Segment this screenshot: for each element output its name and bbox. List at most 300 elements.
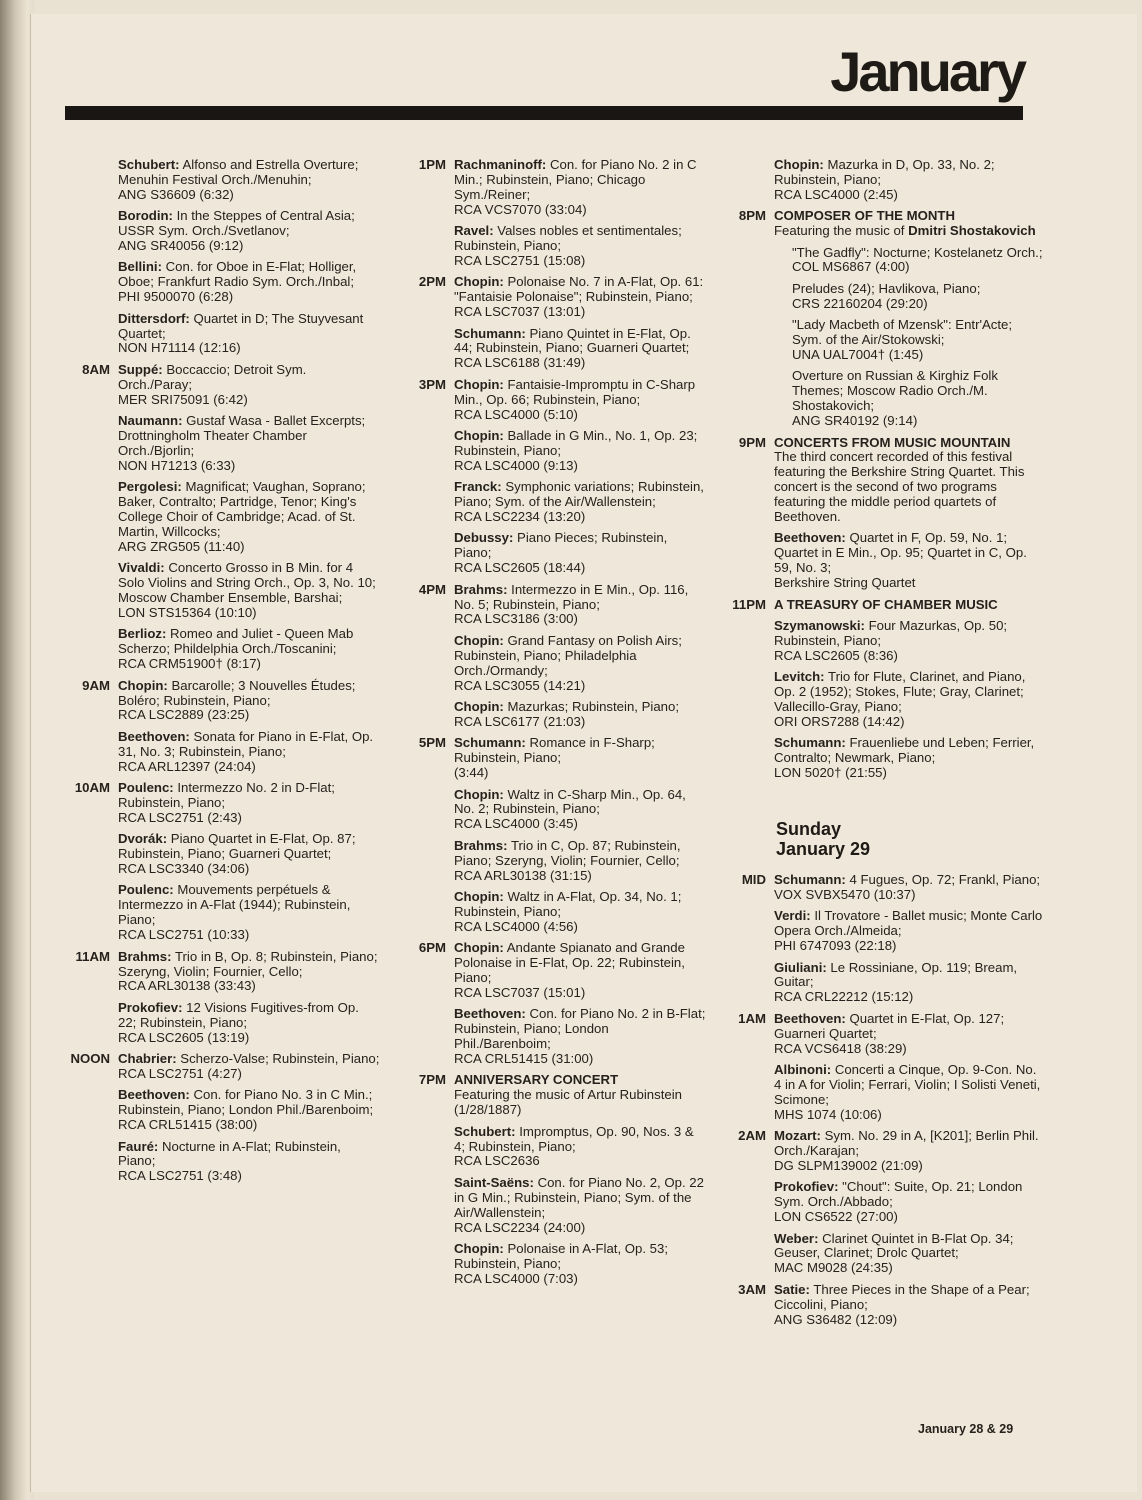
schedule-entry <box>724 436 1044 525</box>
composer-name: Beethoven: <box>118 1087 190 1103</box>
schedule-entry <box>724 1063 1044 1123</box>
program-listing <box>774 436 1044 525</box>
work-details: 4 Fugues, Op. 72; Frankl, Piano; <box>849 872 1041 888</box>
schedule-entry <box>724 318 1044 363</box>
work-details: Alfonso and Estrella Overture; Menuhin Festival Orch./Menuhin; <box>118 157 359 187</box>
composer-name: Schumann: <box>454 325 526 341</box>
work-details: Symphonic variations; Rubinstein, Piano; Sym. of the Air/Wallenstein; <box>454 479 704 510</box>
schedule-entry <box>724 670 1044 730</box>
record-catalog: ARG ZRG505 (11:40) <box>118 538 245 554</box>
work-details: Quartet in F, Op. 59, No. 1; Quartet in E Min., Op. 95; Quartet in C, Op. 59, No. 3; <box>774 530 1027 576</box>
record-catalog: PHI 9500070 (6:28) <box>118 289 234 305</box>
work-details: Trio in C, Op. 87; Rubinstein, Piano; Szeryng, Violin; Fournier, Cello; <box>454 837 681 868</box>
time-slot <box>62 883 118 943</box>
record-catalog: RCA LSC2751 (3:48) <box>118 1168 242 1184</box>
time-slot <box>62 627 118 672</box>
schedule-entry <box>398 788 708 833</box>
schedule-entry <box>398 890 708 935</box>
work-details: Waltz in C-Sharp Min., Op. 64, No. 2; Rubinstein, Piano; <box>454 786 686 817</box>
schedule-entry <box>62 209 380 254</box>
time-slot: MID <box>741 872 766 888</box>
work-details: Barcarolle; 3 Nouvelles Études; Boléro; Rubinstein, Piano; <box>118 677 356 708</box>
record-catalog: RCA LSC2751 (4:27) <box>118 1065 242 1081</box>
record-catalog: RCA LSC4000 (7:03) <box>454 1270 578 1286</box>
composer-name: Giuliani: <box>774 959 827 975</box>
composer-name: Ravel: <box>454 223 494 239</box>
schedule-entry <box>724 531 1044 591</box>
schedule-entry <box>398 1007 708 1067</box>
work-details: Intermezzo No. 2 in D-Flat; Rubinstein, Piano; <box>118 780 335 810</box>
record-catalog: RCA LSC7037 (15:01) <box>454 984 586 1000</box>
schedule-entry <box>724 873 1044 903</box>
record-catalog: RCA ARL12397 (24:04) <box>118 758 256 774</box>
program-listing <box>454 700 708 730</box>
time-slot <box>724 619 774 664</box>
program-listing <box>774 1129 1044 1174</box>
composer-name: Beethoven: <box>118 728 190 744</box>
time-slot: 4PM <box>418 581 446 597</box>
schedule-entry <box>398 634 708 694</box>
work-details: Con. for Oboe in E-Flat; Holliger, Oboe; Frankfurt Radio Sym. Orch./Inbal; <box>118 259 357 290</box>
schedule-entry <box>398 158 708 218</box>
schedule-entry <box>62 414 380 474</box>
program-listing <box>454 224 708 269</box>
composer-name: Weber: <box>774 1230 819 1246</box>
work-details: Andante Spianato and Grande Polonaise in E-Flat, Op. 22; Rubinstein, Piano; <box>454 940 685 985</box>
record-catalog: ANG S36609 (6:32) <box>118 186 234 202</box>
composer-name: Chopin: <box>454 428 504 443</box>
composer-name: Rachmaninoff: <box>454 157 547 172</box>
program-listing <box>774 873 1044 903</box>
time-slot: NOON <box>70 1051 110 1067</box>
composer-name: Dittersdorf: <box>118 310 190 326</box>
record-catalog: RCA LSC6177 (21:03) <box>454 713 586 729</box>
schedule-entry <box>62 1088 380 1133</box>
composer-name: Chopin: <box>774 157 824 172</box>
record-catalog: RCA LSC4000 (2:45) <box>774 186 898 202</box>
record-catalog: ANG SR40056 (9:12) <box>118 238 244 254</box>
record-catalog: RCA LSC4000 (5:10) <box>454 406 578 422</box>
time-slot: 10AM <box>74 780 110 796</box>
program-listing <box>454 1073 708 1118</box>
time-slot <box>62 158 118 203</box>
composer-name: Poulenc: <box>118 780 174 796</box>
schedule-entry <box>62 627 380 672</box>
sunday-list <box>724 873 1044 1327</box>
program-listing <box>118 1140 380 1185</box>
composer-name: Chopin: <box>454 888 504 904</box>
record-catalog: ORI ORS7288 (14:42) <box>774 713 905 729</box>
work-details: Mazurka in D, Op. 33, No. 2; Rubinstein, Piano; <box>774 157 995 187</box>
composer-name: Saint-Saëns: <box>454 1174 534 1190</box>
time-slot <box>724 909 774 954</box>
work-details: Le Rossiniane, Op. 119; Bream, Guitar; <box>774 959 1018 990</box>
schedule-entry <box>62 1001 380 1046</box>
time-slot <box>398 634 454 694</box>
work-details: Concerto Grosso in B Min. for 4 Solo Violins and String Orch., Op. 3, No. 10; Moscow Chamber Ensemble, Barshai; <box>118 560 376 606</box>
program-listing <box>774 1232 1044 1277</box>
time-slot <box>62 209 118 254</box>
schedule-entry <box>724 158 1044 203</box>
schedule-entry <box>62 480 380 555</box>
work-details: 12 Visions Fugitives-from Op. 22; Rubinstein, Piano; <box>118 999 359 1030</box>
composer-name: Franck: <box>454 479 502 495</box>
schedule-entry <box>724 1180 1044 1225</box>
program-listing <box>774 670 1044 730</box>
time-slot: 1PM <box>418 157 446 172</box>
header-rule <box>65 106 1023 120</box>
time-slot <box>62 260 118 305</box>
time-slot <box>62 414 118 474</box>
schedule-entry <box>724 1283 1044 1328</box>
time-slot <box>62 312 118 357</box>
work-details: Polonaise in A-Flat, Op. 53; Rubinstein, Piano; <box>454 1241 669 1271</box>
program-listing <box>774 1063 1044 1123</box>
work-details: Con. for Piano No. 2 in B-Flat; Rubinstein, Piano; London Phil./Barenboim; <box>454 1006 706 1052</box>
program-listing <box>774 246 1044 276</box>
time-slot <box>724 961 774 1006</box>
work-details: "Chout": Suite, Op. 21; London Sym. Orch./Abbado; <box>774 1179 1023 1210</box>
time-slot: 2PM <box>418 274 446 290</box>
work-details: Impromptus, Op. 90, Nos. 3 & 4; Rubinstein, Piano; <box>454 1123 694 1154</box>
composer-name: Chopin: <box>454 274 504 290</box>
page-footer: January 28 & 29 <box>918 1422 1014 1436</box>
program-listing <box>454 788 708 833</box>
work-details: Waltz in A-Flat, Op. 34, No. 1; Rubinstein, Piano; <box>454 888 682 919</box>
composer-name: Brahms: <box>118 948 172 964</box>
program-listing <box>454 634 708 694</box>
program-listing <box>774 282 1044 312</box>
composer-name: Beethoven: <box>774 530 846 546</box>
time-slot: 8AM <box>82 361 110 377</box>
time-slot <box>62 832 118 877</box>
record-catalog: PHI 6747093 (22:18) <box>774 938 897 954</box>
schedule-entry <box>398 941 708 1001</box>
time-slot <box>724 670 774 730</box>
record-catalog: LON CS6522 (27:00) <box>774 1209 898 1225</box>
work-details: Quartet in D; The Stuyvesant Quartet; <box>118 310 364 341</box>
work-details: Trio in B, Op. 8; Rubinstein, Piano; Szeryng, Violin; Fournier, Cello; <box>118 948 378 979</box>
work-details: Con. for Piano No. 2, Op. 22 in G Min.; Rubinstein, Piano; Sym. of the Air/Wallenstein; <box>454 1174 704 1220</box>
time-slot: 11PM <box>732 596 766 612</box>
work-details: Il Trovatore - Ballet music; Monte Carlo Opera Orch./Almeida; <box>774 908 1043 939</box>
schedule-entry <box>724 961 1044 1006</box>
composer-name: Chopin: <box>454 1241 504 1256</box>
time-slot: 1AM <box>738 1010 766 1026</box>
composer-name: Mozart: <box>774 1128 821 1144</box>
work-details: Scherzo-Valse; Rubinstein, Piano; <box>180 1051 380 1067</box>
record-catalog: RCA LSC3186 (3:00) <box>454 611 578 627</box>
time-slot <box>724 282 774 312</box>
composer-name: Chopin: <box>454 632 504 648</box>
time-slot <box>62 480 118 555</box>
record-catalog: RCA LSC2889 (23:25) <box>118 707 250 723</box>
record-catalog: RCA LSC6188 (31:49) <box>454 355 586 371</box>
schedule-entry <box>724 736 1044 781</box>
program-listing <box>118 480 380 555</box>
work-details: Piano Quintet in E-Flat, Op. 44; Rubinstein, Piano; Guarneri Quartet; <box>454 325 691 356</box>
composer-name: Prokofiev: <box>774 1179 839 1195</box>
record-catalog: RCA ARL30138 (31:15) <box>454 867 592 883</box>
schedule-entry <box>398 224 708 269</box>
program-listing <box>118 158 380 203</box>
work-details: Frauenliebe und Leben; Ferrier, Contralto; Newmark, Piano; <box>774 735 1035 766</box>
program-listing <box>454 583 708 628</box>
composer-name: Dvorák: <box>118 831 168 847</box>
work-details: Mouvements perpétuels & Intermezzo in A-Flat (1944); Rubinstein, Piano; <box>118 882 351 928</box>
record-catalog: RCA CRL22212 (15:12) <box>774 989 914 1005</box>
program-listing <box>118 1052 380 1082</box>
schedule-entry <box>398 480 708 525</box>
schedule-entry <box>398 327 708 372</box>
work-details: Mazurkas; Rubinstein, Piano; <box>507 699 680 714</box>
schedule-entry <box>724 909 1044 954</box>
program-listing <box>118 781 380 826</box>
program-listing <box>774 598 1044 613</box>
program-listing <box>774 209 1044 239</box>
program-listing <box>118 363 380 408</box>
binding-shadow <box>0 0 34 1500</box>
program-listing <box>454 941 708 1001</box>
time-slot <box>398 839 454 884</box>
schedule-entry <box>398 700 708 730</box>
time-slot: 3AM <box>738 1281 766 1297</box>
schedule-entry <box>62 158 380 203</box>
work-details: Sym. No. 29 in A, [K201]; Berlin Phil. Orch./Karajan; <box>774 1128 1039 1159</box>
schedule-entry <box>724 598 1044 613</box>
program-listing <box>454 1125 708 1170</box>
program-listing <box>118 950 380 995</box>
work-details: Grand Fantasy on Polish Airs; Rubinstein, Piano; Philadelphia Orch./Ormandy; <box>454 632 682 678</box>
work-details: Overture on Russian & Kirghiz Folk Themes; Moscow Radio Orch./M. Shostakovich; <box>792 368 998 414</box>
program-listing <box>774 158 1044 203</box>
program-listing <box>454 158 708 218</box>
work-details: Romance in F-Sharp; Rubinstein, Piano; <box>454 735 655 766</box>
composer-name: Beethoven: <box>454 1006 526 1022</box>
record-catalog: LON 5020† (21:55) <box>774 765 887 781</box>
work-details: Four Mazurkas, Op. 50; Rubinstein, Piano; <box>774 617 1008 648</box>
record-catalog: RCA VCS6418 (38:29) <box>774 1040 907 1056</box>
program-listing <box>118 1088 380 1133</box>
program-listing <box>774 1283 1044 1328</box>
schedule-entry <box>724 246 1044 276</box>
record-catalog: RCA LSC2751 (2:43) <box>118 809 242 825</box>
time-slot <box>398 327 454 372</box>
schedule-entry <box>62 1140 380 1185</box>
time-slot <box>62 730 118 775</box>
work-details: "The Gadfly": Nocturne; Kostelanetz Orch.; <box>792 244 1043 260</box>
work-details: Valses nobles et sentimentales; Rubinstein, Piano; <box>454 223 682 254</box>
schedule-entry <box>62 561 380 621</box>
time-slot <box>398 429 454 474</box>
program-listing <box>774 369 1044 429</box>
time-slot: 11AM <box>75 948 110 964</box>
composer-name: Debussy: <box>454 530 514 546</box>
schedule-entry <box>398 1176 708 1236</box>
program-listing <box>118 627 380 672</box>
program-title: ANNIVERSARY CONCERT <box>454 1072 619 1088</box>
schedule-entry <box>62 781 380 826</box>
time-slot <box>62 561 118 621</box>
work-details: Three Pieces in the Shape of a Pear; Ciccolini, Piano; <box>774 1281 1030 1312</box>
program-listing <box>774 1180 1044 1225</box>
program-listing <box>774 1012 1044 1057</box>
time-slot <box>724 158 774 203</box>
work-details: Ballade in G Min., No. 1, Op. 23; Rubinstein, Piano; <box>454 428 698 458</box>
time-slot <box>398 1176 454 1236</box>
program-title: CONCERTS FROM MUSIC MOUNTAIN <box>774 434 1011 450</box>
composer-name: Schubert: <box>118 157 180 172</box>
time-slot <box>398 788 454 833</box>
composer-name: Pergolesi: <box>118 479 182 495</box>
program-listing <box>454 890 708 935</box>
schedule-entry <box>398 531 708 576</box>
record-catalog: RCA LSC7037 (13:01) <box>454 304 586 320</box>
composer-name: Satie: <box>774 1281 810 1297</box>
composer-name: Schumann: <box>774 735 846 751</box>
composer-name: Schumann: <box>774 872 846 888</box>
work-details: Piano Quartet in E-Flat, Op. 87; Rubinstein, Piano; Guarneri Quartet; <box>118 831 356 862</box>
time-slot: 6PM <box>418 940 446 956</box>
schedule-entry <box>398 583 708 628</box>
saturday-evening-list <box>724 158 1044 781</box>
program-listing <box>774 961 1044 1006</box>
schedule-entry <box>398 1242 708 1287</box>
schedule-entry <box>398 1125 708 1170</box>
record-catalog: MAC M9028 (24:35) <box>774 1260 893 1276</box>
time-slot: 9PM <box>738 434 766 450</box>
work-details: Sonata for Piano in E-Flat, Op. 31, No. 3; Rubinstein, Piano; <box>118 728 374 759</box>
schedule-entry <box>62 950 380 995</box>
composer-name: Brahms: <box>454 581 508 597</box>
schedule-entry <box>398 275 708 320</box>
composer-name: Chopin: <box>118 677 168 693</box>
work-details: Con. for Piano No. 2 in C Min.; Rubinstein, Piano; Chicago Sym./Reiner; <box>454 157 697 202</box>
record-catalog: NON H71114 (12:16) <box>118 340 241 356</box>
program-listing <box>454 531 708 576</box>
time-slot <box>724 369 774 429</box>
time-slot <box>724 318 774 363</box>
time-slot <box>398 700 454 730</box>
program-listing <box>118 832 380 877</box>
time-slot <box>724 531 774 591</box>
schedule-entry <box>724 1129 1044 1174</box>
record-catalog: RCA LSC3055 (14:21) <box>454 677 586 693</box>
record-catalog: RCA CRM51900† (8:17) <box>118 656 261 672</box>
program-listing <box>118 414 380 474</box>
composer-name: Poulenc: <box>118 882 174 898</box>
time-slot <box>398 1242 454 1287</box>
schedule-column-1 <box>62 158 380 1191</box>
schedule-entry <box>724 1232 1044 1277</box>
featured-composer: Dmitri Shostakovich <box>908 223 1036 239</box>
record-catalog: RCA CRL51415 (31:00) <box>454 1051 594 1067</box>
schedule-entry <box>398 429 708 474</box>
record-catalog: CRS 22160204 (29:20) <box>792 295 928 311</box>
schedule-entry <box>62 679 380 724</box>
work-details: Fantaisie-Impromptu in C-Sharp Min., Op. 66; Rubinstein, Piano; <box>454 376 696 407</box>
schedule-entry <box>62 363 380 408</box>
work-details: Nocturne in A-Flat; Rubinstein, Piano; <box>118 1138 341 1169</box>
program-listing <box>118 1001 380 1046</box>
composer-name: Beethoven: <box>774 1010 846 1026</box>
composer-name: Fauré: <box>118 1138 159 1154</box>
work-details: Magnificat; Vaughan, Soprano; Baker, Contralto; Partridge, Tenor; King's College Choir of Cambridge; Acad. of St. Martin, Willcocks; <box>118 479 366 539</box>
record-catalog: RCA LSC2234 (24:00) <box>454 1219 586 1235</box>
program-description: The third concert recorded of this festival featuring the Berkshire String Quartet. This concert is the second of two programs featuring the middle period quartets of Beethoven. <box>774 449 1025 525</box>
schedule-column-3 <box>724 158 1044 1334</box>
record-catalog: RCA LSC2605 (13:19) <box>118 1029 250 1045</box>
schedule-entry <box>724 209 1044 239</box>
program-listing <box>118 730 380 775</box>
program-listing <box>454 736 708 781</box>
time-slot <box>398 531 454 576</box>
schedule-entry <box>62 1052 380 1082</box>
time-slot <box>398 480 454 525</box>
program-listing <box>774 909 1044 954</box>
composer-name: Bellini: <box>118 259 162 275</box>
record-catalog: RCA CRL51415 (38:00) <box>118 1117 258 1133</box>
work-details: Boccaccio; Detroit Sym. Orch./Paray; <box>118 361 307 392</box>
program-listing <box>454 1242 708 1287</box>
composer-name: Brahms: <box>454 837 508 853</box>
time-slot <box>62 1140 118 1185</box>
composer-name: Vivaldi: <box>118 560 165 576</box>
record-catalog: VOX SVBX5470 (10:37) <box>774 886 916 902</box>
work-details: Con. for Piano No. 3 in C Min.; Rubinstein, Piano; London Phil./Barenboim; <box>118 1087 374 1118</box>
work-details: Quartet in E-Flat, Op. 127; Guarneri Quartet; <box>774 1010 1005 1041</box>
composer-name: Borodin: <box>118 208 173 224</box>
record-catalog: COL MS6867 (4:00) <box>792 259 910 275</box>
composer-name: Schumann: <box>454 735 526 751</box>
schedule-entry <box>398 736 708 781</box>
composer-name: Chopin: <box>454 786 504 802</box>
time-slot: 8PM <box>738 208 766 224</box>
work-details: Clarinet Quintet in B-Flat Op. 34; Geuser, Clarinet; Drolc Quartet; <box>774 1230 1014 1261</box>
schedule-entry <box>398 378 708 423</box>
program-listing <box>454 327 708 372</box>
record-catalog: RCA LSC2605 (8:36) <box>774 647 898 663</box>
time-slot <box>724 1180 774 1225</box>
work-details: Intermezzo in E Min., Op. 116, No. 5; Rubinstein, Piano; <box>454 581 689 612</box>
record-catalog: RCA ARL30138 (33:43) <box>118 978 256 994</box>
schedule-entry <box>62 883 380 943</box>
schedule-entry <box>724 282 1044 312</box>
program-listing <box>118 561 380 621</box>
program-listing <box>118 679 380 724</box>
program-listing <box>774 619 1044 664</box>
work-details: "Lady Macbeth of Mzensk": Entr'Acte; Sym. of the Air/Stokowski; <box>792 317 1013 348</box>
record-catalog: NON H71213 (6:33) <box>118 457 236 473</box>
time-slot <box>724 1232 774 1277</box>
record-catalog: RCA LSC4000 (4:56) <box>454 918 578 934</box>
program-description: Featuring the music of <box>774 223 905 239</box>
record-catalog: LON STS15364 (10:10) <box>118 604 257 620</box>
record-catalog: RCA VCS7070 (33:04) <box>454 201 587 217</box>
composer-name: Chopin: <box>454 699 504 714</box>
work-details: In the Steppes of Central Asia; USSR Sym. Orch./Svetlanov; <box>118 208 355 239</box>
record-catalog: RCA LSC2605 (18:44) <box>454 560 586 576</box>
record-catalog: RCA LSC2234 (13:20) <box>454 509 586 525</box>
record-catalog: RCA LSC2751 (10:33) <box>118 927 250 943</box>
composer-name: Schubert: <box>454 1123 516 1139</box>
schedule-column-2 <box>398 158 708 1293</box>
time-slot <box>724 1063 774 1123</box>
program-listing <box>118 883 380 943</box>
program-listing <box>454 1007 708 1067</box>
time-slot <box>398 224 454 269</box>
composer-name: Suppé: <box>118 361 163 377</box>
